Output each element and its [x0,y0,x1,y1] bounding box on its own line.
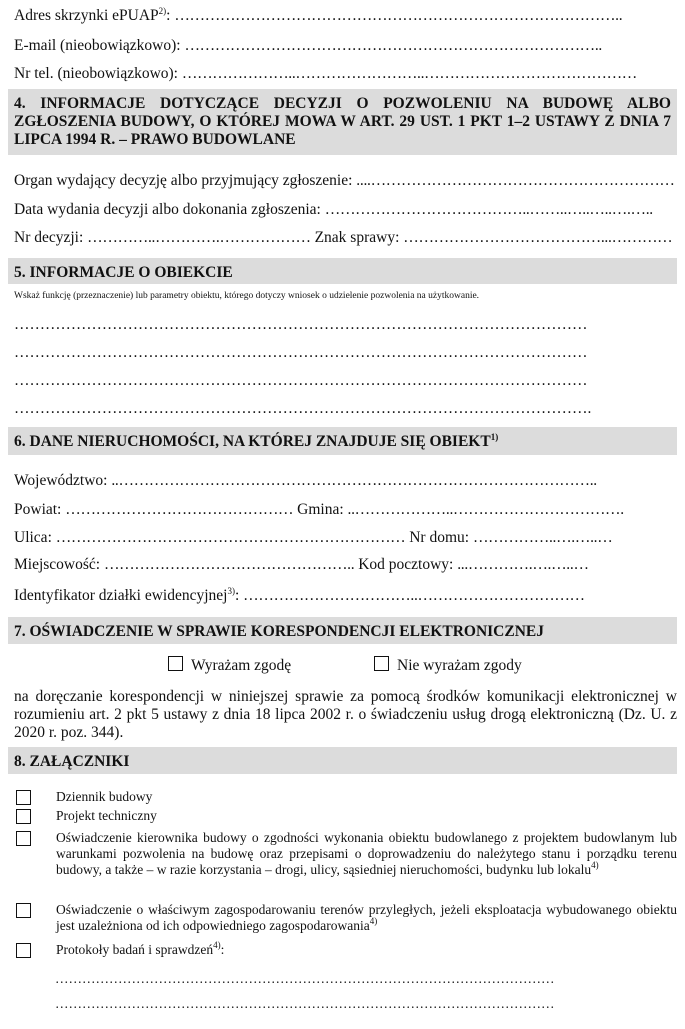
epuap-row: Adres skrzynki ePUAP$^{2)}$: …………………………………………………………………………….. [14,6,623,24]
email-label: E-mail (nieobowiązkowo): [14,37,181,54]
phone-field[interactable]: …………………..……………………..…………………………………… [181,65,637,82]
section-7-header: 7. OŚWIADCZENIE W SPRAWIE KORESPONDENCJI ELEKTRONICZNEJ [8,617,677,644]
postal-field[interactable]: ...………….….…..… [457,556,589,573]
organ-row [14,171,677,191]
decision-field[interactable]: …………..………….……………… [87,229,311,246]
attachment-dots-line[interactable]: ………………………………………………………………………………………………… [55,996,555,1011]
no-consent-checkbox[interactable] [374,656,389,671]
postal-label: Kod pocztowy: [358,556,454,573]
attachment-checkbox[interactable] [16,943,31,958]
county-label: Powiat: [14,501,62,518]
attachment-checkbox[interactable] [16,790,31,805]
footnote-ref: 4) [213,940,221,950]
object-line[interactable]: ………………………………………………………………………………………………… [14,344,588,361]
consent-label: Wyrażam zgodę [191,657,292,674]
city-row [14,555,677,575]
city-label: Miejscowość: [14,556,101,573]
attachment-label: Protokoły badań i sprawdzeń$^{4)}$: [56,940,225,957]
date-row [14,200,677,220]
section-6-header: 6. DANE NIERUCHOMOŚCI, NA KTÓREJ ZNAJDUJE SIĘ OBIEKT$^{1)}$ [8,427,677,455]
footnote-ref: 2) [158,6,167,16]
attachment-item [16,830,677,878]
email-row [14,36,677,56]
footnote-ref: 4) [369,916,378,926]
epuap-field[interactable]: …………………………………………………………………………….. [174,7,623,24]
case-field[interactable]: …………………………………...………… [403,229,673,246]
county-row [14,500,677,520]
section-4-header: 4. INFORMACJE DOTYCZĄCE DECYZJI O POZWOLENIU NA BUDOWĘ ALBO ZGŁOSZENIA BUDOWY, O KTÓREJ MOWA W ART. 29 UST. 1 PKT 1–2 USTAWY Z DNIA 7 LIPCA 1994 R. – PRAWO BUDOWLANE [8,89,677,155]
date-field[interactable]: …………………………………..……..…..…..….….. [324,201,653,218]
object-line[interactable]: ………………………………………………………………………………………………… [14,372,588,389]
footnote-ref: 4) [591,860,599,870]
consent-paragraph: na doręczanie korespondencji w niniejszej sprawie za pomocą środków komunikacji elektronicznej w rozumieniu art. 2 pkt 5 ustawy z dnia 18 lipca 2002 r. o świadczeniu usług drogą elektroniczną (Dz. U. z 2020 r. poz. 344). [14,688,677,741]
county-field[interactable]: ……………………………………… [65,501,294,518]
voivodeship-row [14,471,677,491]
commune-field[interactable]: ..………………..……………………………. [347,501,624,518]
consent-checkbox[interactable] [168,656,183,671]
commune-label: Gmina: [297,501,344,518]
street-row [14,528,677,548]
object-line[interactable]: ………………………………………………………………………………………………… [14,316,588,333]
attachment-dots-line[interactable]: ………………………………………………………………………………………………… [55,971,555,986]
attachment-checkbox[interactable] [16,903,31,918]
attachment-label: Oświadczenie kierownika budowy o zgodności wykonania obiektu budowlanego z projektem budowlanym lub warunkami pozwolenia na budowę oraz przepisami o doprowadzeniu do należytego stanu i porządku terenu budowy, a także – w razie korzystania – drogi, ulicy, sąsiedniej nieruchomości, budynku lub lokalu$^{4)}$ [56,830,677,877]
attachment-label: Oświadczenie o właściwym zagospodarowaniu terenów przyległych, jeżeli eksploatacja wybudowanego obiektu jest uzależniona od ich odpowiedniego zagospodarowania$^{4)}$ [56,902,677,933]
house-label: Nr domu: [409,529,470,546]
no-consent-label: Nie wyrażam zgody [397,657,522,674]
case-label: Znak sprawy: [314,229,400,246]
attachment-label: Projekt techniczny [56,808,157,823]
attachment-label: Dziennik budowy [56,789,153,804]
footnote-ref: 1) [490,432,499,442]
organ-field[interactable]: ....…………………………………………………… [356,172,675,189]
no-consent-option[interactable] [374,656,522,676]
street-field[interactable]: …………………………………………………………… [55,529,406,546]
plot-label: Identyfikator działki ewidencyjnej [14,587,228,604]
voivodeship-field[interactable]: ..………………………………………………………………………………….. [111,472,597,489]
attachment-item [16,942,677,958]
organ-label: Organ wydający decyzję albo przyjmujący zgłoszenie: [14,172,353,189]
plot-row: Identyfikator działki ewidencyjnej$^{3)}$: ……………………………..…………………………… [14,586,585,604]
footnote-ref: 3) [227,586,235,596]
section-8-header: 8. ZAŁĄCZNIKI [8,747,677,774]
plot-field[interactable]: ……………………………..…………………………… [243,587,585,604]
section-5-header: 5. INFORMACJE O OBIEKCIE [8,258,677,284]
attachment-checkbox[interactable] [16,831,31,846]
city-field[interactable]: ………………………………………….. [103,556,355,573]
attachment-item [16,808,677,824]
phone-row [14,64,677,84]
epuap-label: Adres skrzynki ePUAP [14,7,159,24]
voivodeship-label: Województwo: [14,472,108,489]
house-field[interactable]: ……………..….…..… [472,529,613,546]
object-line[interactable]: …………………………………………………………………………………………………. [14,400,592,417]
street-label: Ulica: [14,529,52,546]
attachment-checkbox[interactable] [16,809,31,824]
decision-label: Nr decyzji: [14,229,84,246]
date-label: Data wydania decyzji albo dokonania zgłoszenia: [14,201,321,218]
object-hint: Wskaż funkcję (przeznaczenie) lub parametry obiektu, którego dotyczy wniosek o udzielenie pozwolenia na użytkowanie. [14,291,480,301]
decision-row [14,228,677,248]
consent-option[interactable] [168,656,291,676]
email-field[interactable]: ……………………………………………………………………….. [184,37,603,54]
attachment-item [16,789,677,805]
attachment-item [16,902,677,934]
phone-label: Nr tel. (nieobowiązkowo): [14,65,178,82]
